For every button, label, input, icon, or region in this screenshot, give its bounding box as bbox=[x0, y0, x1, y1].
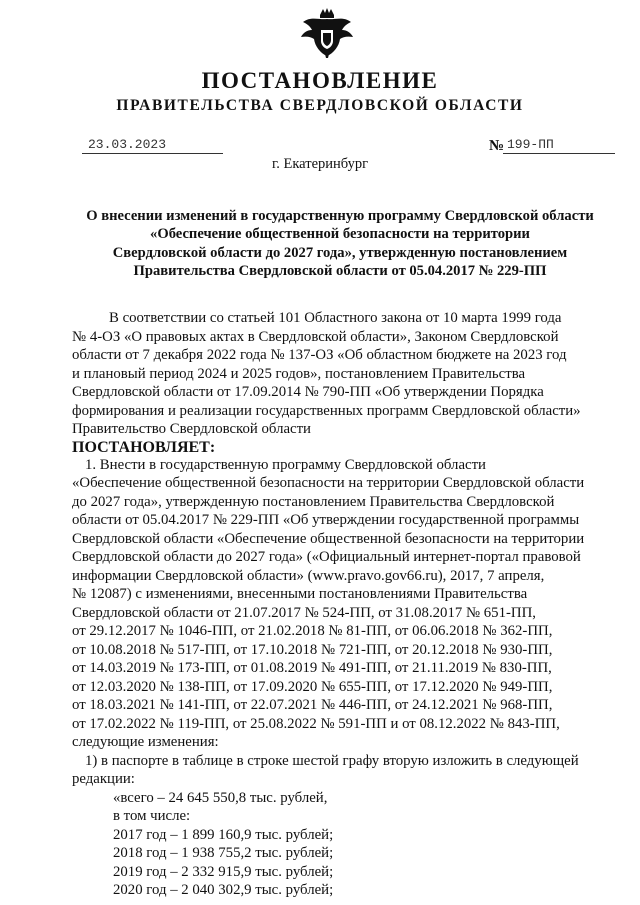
resolves-heading: ПОСТАНОВЛЯЕТ: bbox=[72, 438, 216, 456]
preamble-line: № 4-ОЗ «О правовых актах в Свердловской области», Законом Свердловской bbox=[72, 328, 559, 345]
item1-line: № 12087) с изменениями, внесенными постановлениями Правительства bbox=[72, 586, 528, 602]
quote-line: 2020 год – 2 040 302,9 тыс. рублей; bbox=[113, 882, 334, 898]
item1-line: Свердловской области «Обеспечение общественной безопасности на территории bbox=[72, 530, 585, 547]
preamble-line: В соответствии со статьей 101 Областного закона от 10 марта 1999 года bbox=[109, 310, 562, 326]
quote-line: 2017 год – 1 899 160,9 тыс. рублей; bbox=[113, 826, 334, 843]
item1-line: области от 05.04.2017 № 229-ПП «Об утверждении государственной программы bbox=[72, 512, 580, 528]
heading-line: Правительства Свердловской области от 05.04.2017 № 229-ПП bbox=[133, 262, 547, 279]
item1-line: «Обеспечение общественной безопасности на территории Свердловской области bbox=[72, 475, 585, 491]
quote-line: 2018 год – 1 938 755,2 тыс. рублей; bbox=[113, 845, 334, 861]
item1-line: Свердловской области от 21.07.2017 № 524-ПП, от 31.08.2017 № 651-ПП, bbox=[72, 604, 536, 621]
item1-line: от 14.03.2019 № 173-ПП, от 01.08.2019 № 491-ПП, от 21.11.2019 № 830-ПП, bbox=[72, 660, 552, 676]
subitem-line: 1) в паспорте в таблице в строке шестой графу вторую изложить в следующей bbox=[85, 752, 579, 769]
document-body bbox=[72, 309, 608, 900]
preamble-line: формирования и реализации государственных программ Свердловской области» bbox=[72, 402, 581, 419]
document-subtitle: ПРАВИТЕЛЬСТВА СВЕРДЛОВСКОЙ ОБЛАСТИ bbox=[116, 97, 524, 114]
quote-line: «всего – 24 645 550,8 тыс. рублей, bbox=[113, 789, 328, 806]
quote-line: в том числе: bbox=[113, 808, 191, 824]
preamble-line: области от 7 декабря 2022 года № 137-ОЗ «Об областном бюджете на 2023 год bbox=[72, 347, 567, 363]
item1-line: следующие изменения: bbox=[72, 734, 219, 750]
preamble-line: Свердловской области от 17.09.2014 № 790-ПП «Об утверждении Порядка bbox=[72, 384, 544, 400]
item1-line: от 29.12.2017 № 1046-ПП, от 21.02.2018 № 81-ПП, от 06.06.2018 № 362-ПП, bbox=[72, 623, 553, 639]
item1-line: от 10.08.2018 № 517-ПП, от 17.10.2018 № 721-ПП, от 20.12.2018 № 930-ПП, bbox=[72, 641, 553, 658]
item1-line: Свердловской области до 2027 года» («Официальный интернет-портал правовой bbox=[72, 549, 581, 565]
heading-line: О внесении изменений в государственную программу Свердловской области bbox=[86, 208, 594, 224]
subitem-line: редакции: bbox=[72, 771, 135, 787]
document-title: ПОСТАНОВЛЕНИЕ bbox=[201, 68, 439, 93]
item1-line: 1. Внести в государственную программу Свердловской области bbox=[85, 456, 486, 473]
document-heading bbox=[70, 207, 610, 280]
preamble-line: Правительство Свердловской области bbox=[72, 421, 311, 437]
item1-line: до 2027 года», утвержденную постановлением Правительства Свердловской bbox=[72, 493, 555, 510]
item1-line: от 12.03.2020 № 138-ПП, от 17.09.2020 № 655-ПП, от 17.12.2020 № 949-ПП, bbox=[72, 678, 553, 695]
item1-line: информации Свердловской области» (www.pravo.gov66.ru), 2017, 7 апреля, bbox=[72, 567, 545, 584]
preamble-line: и плановый период 2024 и 2025 годов», постановлением Правительства bbox=[72, 365, 526, 382]
number-label: № bbox=[489, 138, 505, 154]
document-number: 199-ПП bbox=[503, 137, 615, 154]
document-date: 23.03.2023 bbox=[82, 137, 223, 154]
coat-of-arms-icon bbox=[297, 6, 357, 60]
city-line: г. Екатеринбург bbox=[271, 156, 369, 172]
item1-line: от 18.03.2021 № 141-ПП, от 22.07.2021 № 446-ПП, от 24.12.2021 № 968-ПП, bbox=[72, 697, 553, 713]
item1-line: от 17.02.2022 № 119-ПП, от 25.08.2022 № 591-ПП и от 08.12.2022 № 843-ПП, bbox=[72, 715, 560, 732]
heading-line: Свердловской области до 2027 года», утвержденную постановлением bbox=[112, 244, 568, 261]
heading-line: «Обеспечение общественной безопасности на территории bbox=[150, 226, 530, 243]
quote-line: 2019 год – 2 332 915,9 тыс. рублей; bbox=[113, 863, 334, 880]
